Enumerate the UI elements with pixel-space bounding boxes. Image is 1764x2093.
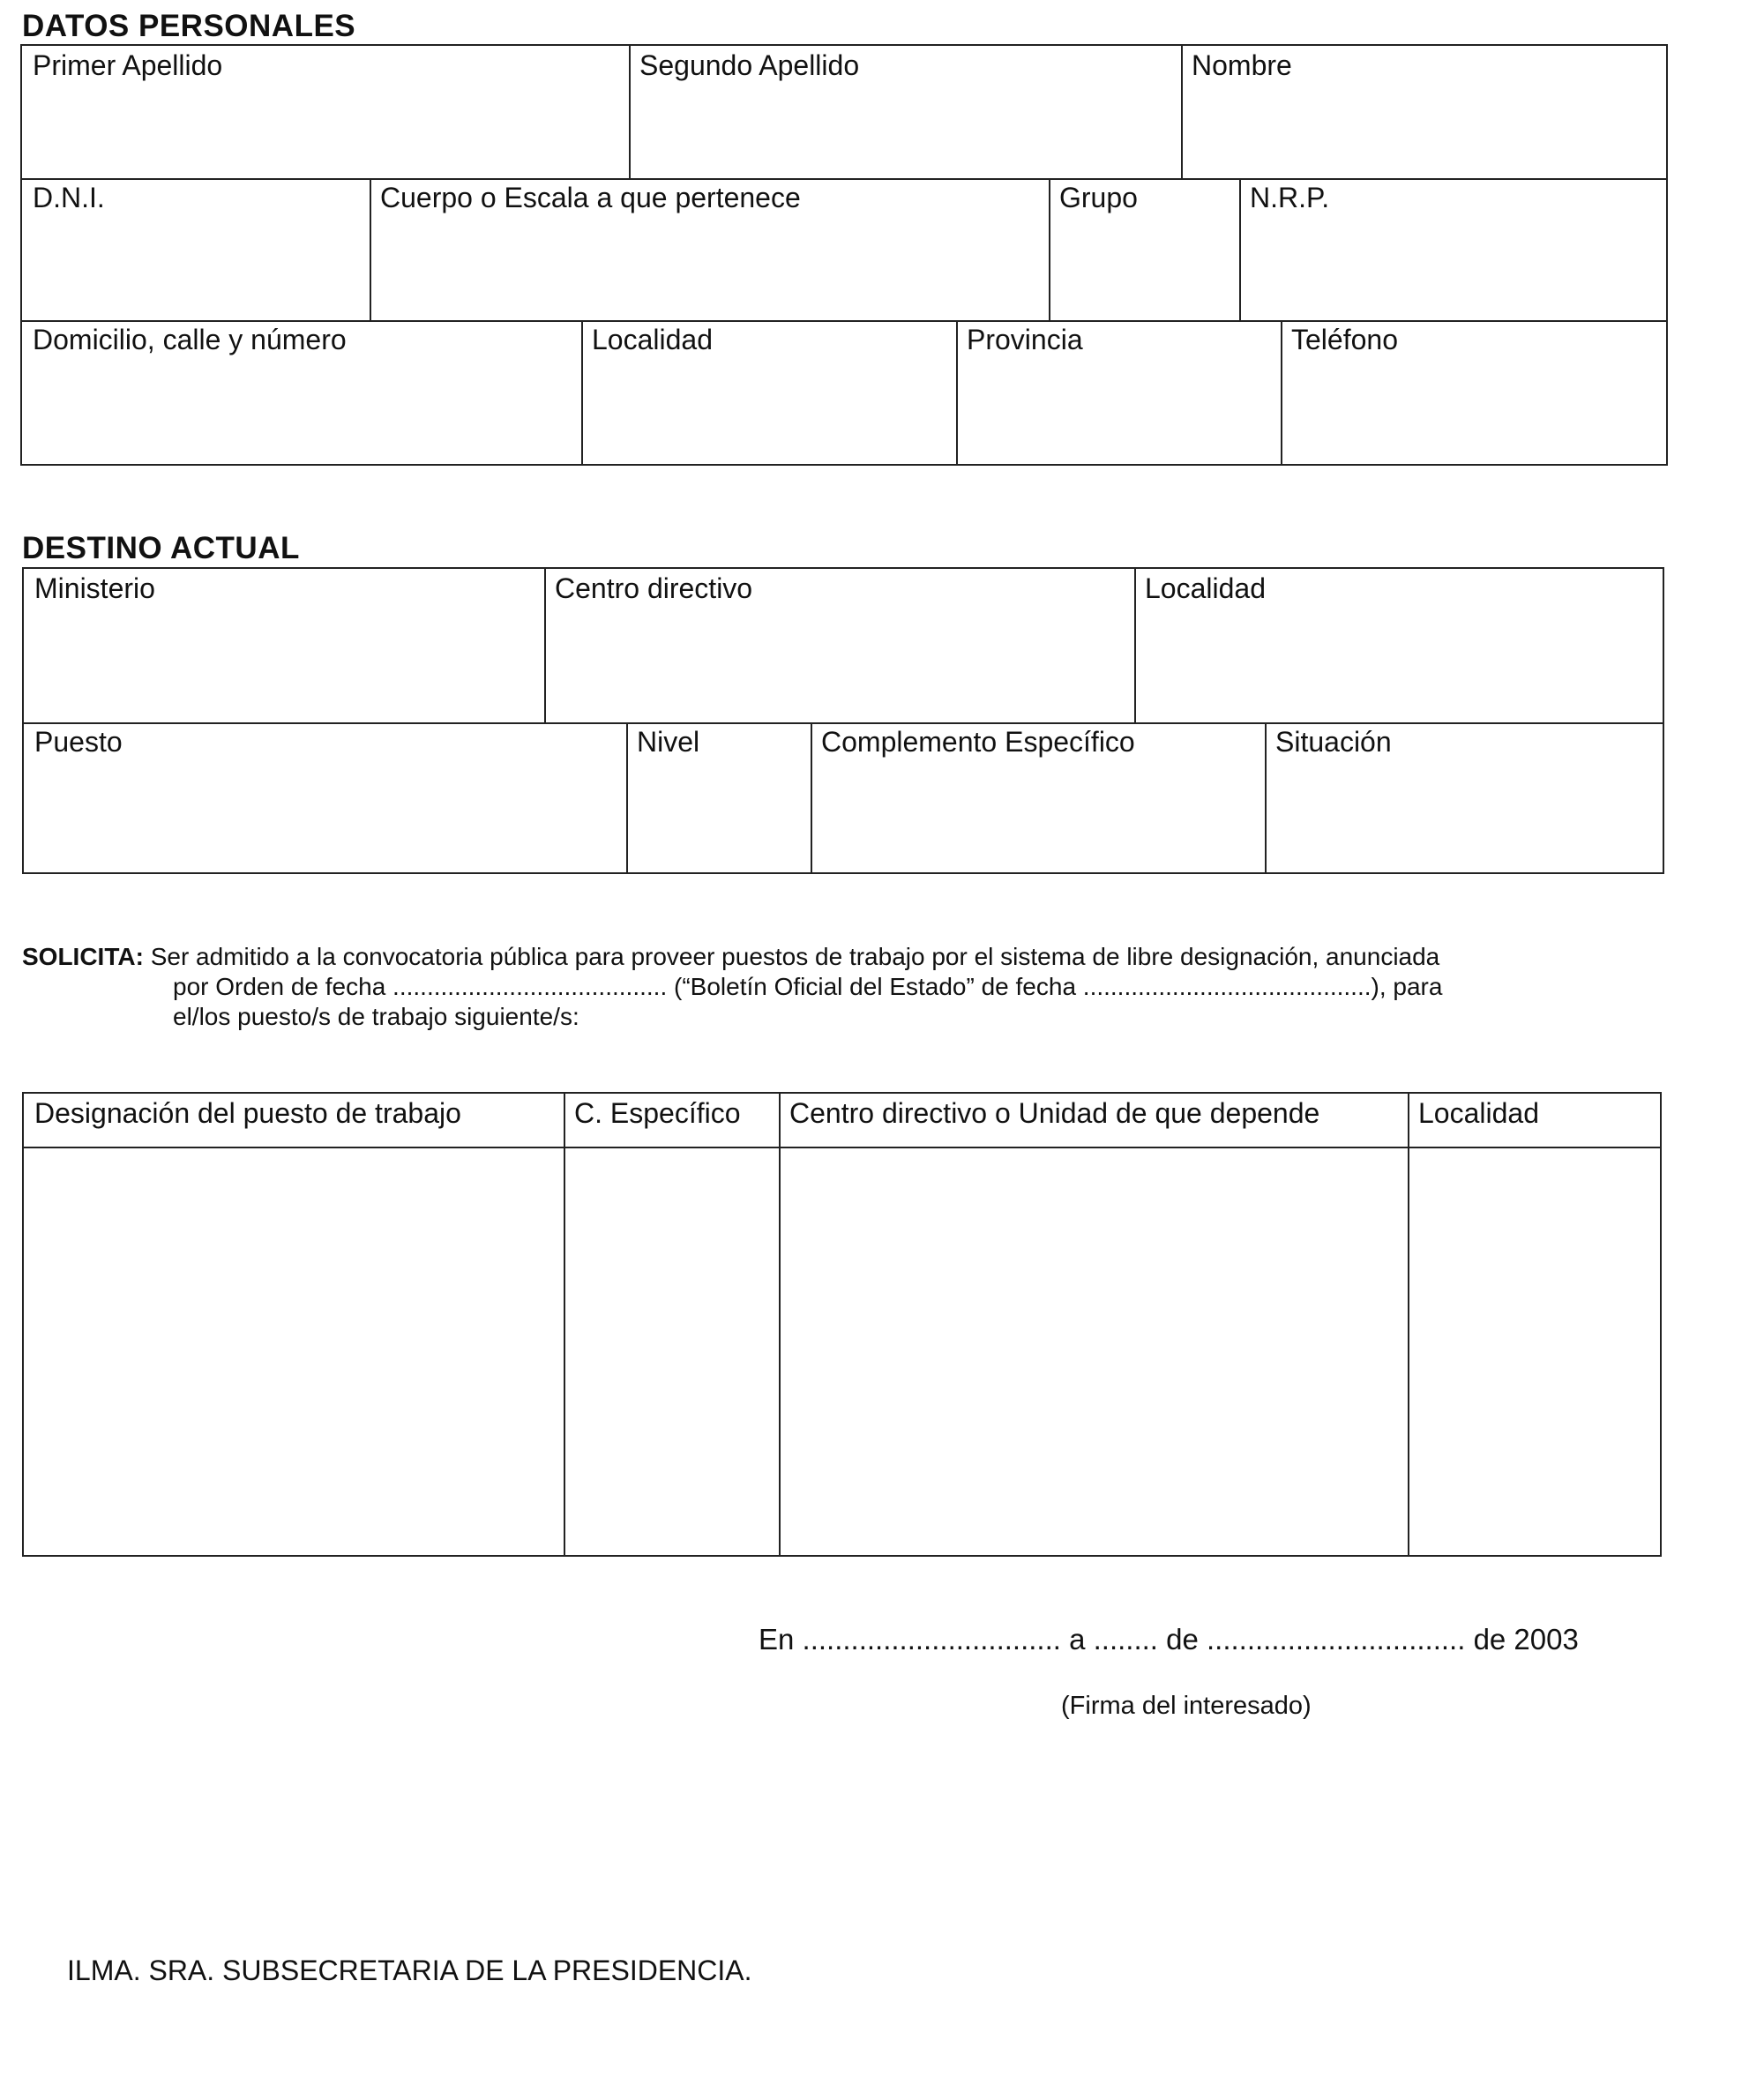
solicita-line-2: por Orden de fecha ........................................ (“Boletín Oficial del Estado” de fecha ..........................................), para [173,973,1443,1000]
datos-personales-form [20,44,1668,466]
table-cell-designacion[interactable] [24,1147,565,1555]
field-primer-apellido[interactable] [22,46,631,180]
table-header-designacion [24,1094,565,1148]
field-cuerpo-escala[interactable] [370,178,1050,322]
table-header-label: Centro directivo o Unidad de que depende [789,1097,1320,1129]
solicita-paragraph [22,942,1698,1032]
field-puesto[interactable] [24,722,628,872]
field-domicilio[interactable] [22,320,583,464]
field-label: Grupo [1059,182,1138,213]
table-header-label: C. Específico [574,1097,741,1129]
addressee: ILMA. SRA. SUBSECRETARIA DE LA PRESIDENCIA. [67,1955,752,1986]
field-label: Nombre [1192,49,1292,81]
destino-actual-form [22,567,1664,874]
field-label: D.N.I. [33,182,105,213]
field-telefono[interactable] [1281,320,1666,464]
field-ministerio[interactable] [24,569,546,724]
field-localidad-destino[interactable] [1134,569,1663,724]
field-dni[interactable] [22,178,371,322]
field-nombre[interactable] [1181,46,1666,180]
field-label: Domicilio, calle y número [33,324,347,355]
field-nrp[interactable] [1239,178,1666,322]
field-label: Primer Apellido [33,49,223,81]
field-complemento-especifico[interactable] [811,722,1267,872]
field-centro-directivo[interactable] [544,569,1136,724]
table-cell-localidad[interactable] [1408,1147,1660,1555]
table-header-label: Designación del puesto de trabajo [34,1097,461,1129]
firma-label: (Firma del interesado) [1061,1692,1312,1720]
field-label: Complemento Específico [821,726,1135,758]
table-header-localidad [1408,1094,1660,1148]
solicita-line-1: Ser admitido a la convocatoria pública para proveer puestos de trabajo por el sistema de libre designación, anunciada [150,943,1440,970]
place-date-line: En ................................ a ........ de ................................ de 2003 [759,1623,1579,1656]
section-title-datos-personales: DATOS PERSONALES [22,9,356,43]
section-title-destino-actual: DESTINO ACTUAL [22,531,300,565]
puestos-table [22,1092,1662,1557]
field-segundo-apellido[interactable] [629,46,1183,180]
table-header-label: Localidad [1418,1097,1539,1129]
field-label: Provincia [967,324,1083,355]
field-label: Teléfono [1291,324,1398,355]
field-label: Nivel [637,726,700,758]
field-label: Puesto [34,726,123,758]
table-header-c-especifico [564,1094,781,1148]
field-situacion[interactable] [1265,722,1663,872]
field-label: Segundo Apellido [639,49,860,81]
field-label: Situación [1275,726,1392,758]
field-grupo[interactable] [1049,178,1241,322]
solicita-line-3: el/los puesto/s de trabajo siguiente/s: [173,1003,579,1030]
table-cell-c-especifico[interactable] [564,1147,781,1555]
field-label: Centro directivo [555,572,753,604]
field-label: Localidad [592,324,713,355]
table-header-centro-directivo [779,1094,1409,1148]
solicita-label: SOLICITA: [22,943,144,970]
field-label: Cuerpo o Escala a que pertenece [380,182,801,213]
field-label: Ministerio [34,572,155,604]
field-localidad[interactable] [581,320,958,464]
field-provincia[interactable] [956,320,1282,464]
field-label: N.R.P. [1250,182,1330,213]
table-cell-centro-directivo[interactable] [779,1147,1409,1555]
field-label: Localidad [1145,572,1266,604]
field-nivel[interactable] [626,722,812,872]
